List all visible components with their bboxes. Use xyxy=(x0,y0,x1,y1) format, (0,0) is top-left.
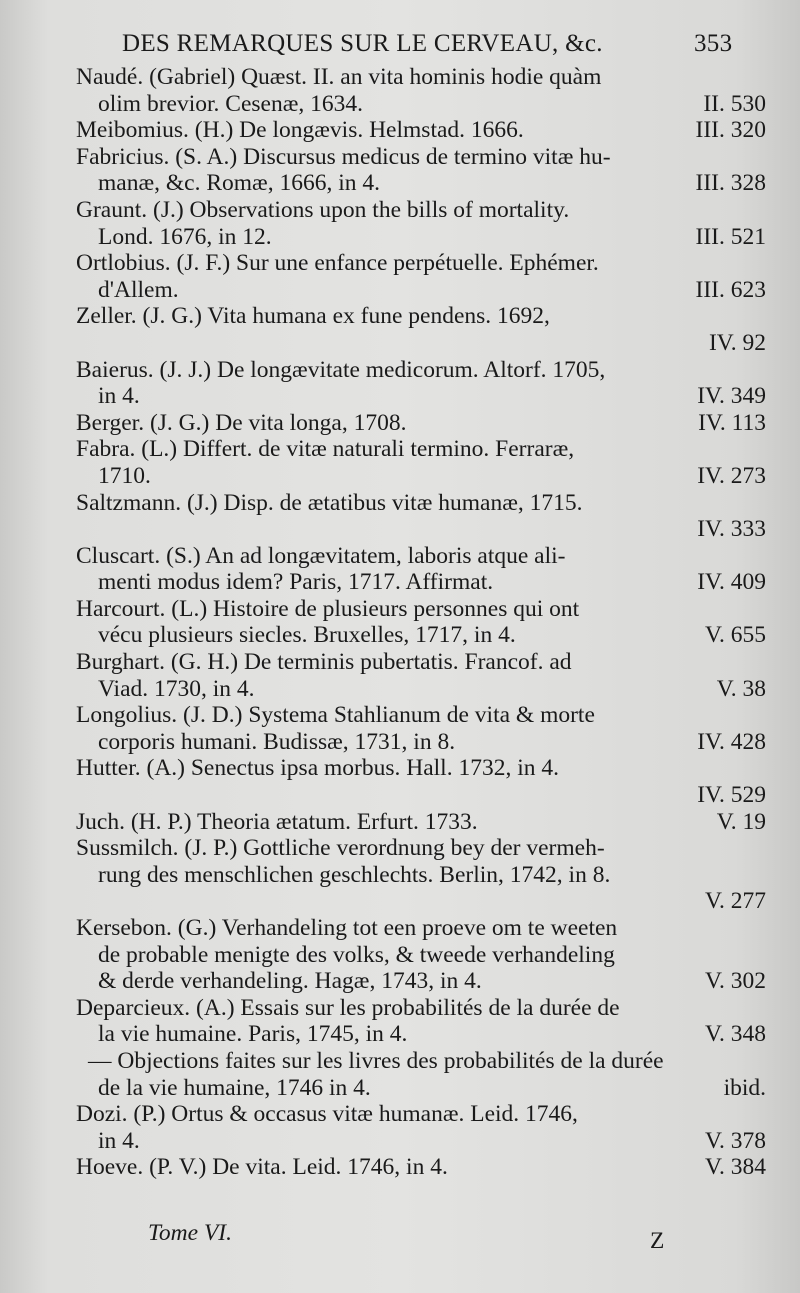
entry-text: in 4. xyxy=(98,1127,140,1154)
volume-page-reference: IV. 333 xyxy=(697,516,766,543)
entry-line xyxy=(76,144,766,171)
entry-text: Ortlobius. (J. F.) Sur une enfance perpétuelle. Ephémer. xyxy=(76,250,599,277)
volume-page-reference: IV. 273 xyxy=(697,462,766,489)
bibliography-entry xyxy=(76,250,766,303)
entry-text: Dozi. (P.) Ortus & occasus vitæ humanæ. Leid. 1746, xyxy=(76,1101,578,1128)
entry-text: Fabricius. (S. A.) Discursus medicus de termino vitæ hu- xyxy=(76,143,611,170)
entry-line xyxy=(76,410,766,437)
entry-line xyxy=(76,117,766,144)
volume-page-reference: V. 655 xyxy=(705,622,766,649)
entry-text: vécu plusieurs siecles. Bruxelles, 1717, in 4. xyxy=(98,622,516,649)
bibliography-entry xyxy=(76,197,766,250)
entry-line xyxy=(76,1075,766,1102)
entry-text: Naudé. (Gabriel) Quæst. II. an vita hominis hodie quàm xyxy=(76,64,602,90)
entry-text: — Objections faites sur les livres des probabilités de la durée xyxy=(88,1047,664,1074)
bibliography-entry xyxy=(76,543,766,596)
entry-text: Graunt. (J.) Observations upon the bills of mortality. xyxy=(76,196,570,223)
entry-line xyxy=(76,224,766,251)
entry-text: d'Allem. xyxy=(98,276,179,303)
volume-page-reference: V. 19 xyxy=(716,808,766,835)
entry-line xyxy=(76,968,766,995)
entry-text: Viad. 1730, in 4. xyxy=(98,675,255,702)
entry-text: Meibomius. (H.) De longævis. Helmstad. 1666. xyxy=(76,117,524,144)
volume-page-reference: IV. 92 xyxy=(708,329,766,356)
bibliography-entry xyxy=(76,596,766,649)
volume-page-reference: V. 38 xyxy=(716,675,766,702)
bibliography-entry xyxy=(76,649,766,702)
volume-page-reference: III. 320 xyxy=(695,117,766,144)
entry-text: de probable menigte des volks, & tweede verhandeling xyxy=(98,941,615,968)
bibliography-entry xyxy=(76,995,766,1048)
bibliography-entry xyxy=(76,303,766,356)
bibliography-entry xyxy=(76,410,766,437)
bibliography-entry xyxy=(76,490,766,543)
entry-line xyxy=(76,835,766,862)
volume-page-reference: IV. 428 xyxy=(697,728,766,755)
entry-line xyxy=(76,676,766,703)
entry-text: menti modus idem? Paris, 1717. Affirmat. xyxy=(98,569,494,596)
bibliography-entry xyxy=(76,1101,766,1154)
volume-page-reference: IV. 349 xyxy=(697,383,766,410)
bibliography-entry xyxy=(76,64,766,117)
entry-line xyxy=(76,64,766,91)
bibliography-list xyxy=(76,64,766,1181)
entry-text: Zeller. (J. G.) Vita humana ex fune pendens. 1692, xyxy=(76,303,550,330)
entry-line xyxy=(76,357,766,384)
entry-line xyxy=(76,91,766,118)
bibliography-entry xyxy=(76,117,766,144)
entry-text: Hutter. (A.) Senectus ipsa morbus. Hall. 1732, in 4. xyxy=(76,755,559,782)
bibliography-entry xyxy=(76,144,766,197)
page-number: 353 xyxy=(694,30,733,57)
volume-page-reference: III. 521 xyxy=(695,223,766,250)
entry-line xyxy=(76,277,766,304)
signature-mark: Z xyxy=(650,1228,665,1254)
entry-text: Kersebon. (G.) Verhandeling tot een proeve om te weeten xyxy=(76,915,618,941)
entry-line xyxy=(76,942,766,969)
entry-text: 1710. xyxy=(98,462,151,489)
entry-line xyxy=(76,303,766,330)
entry-text: Cluscart. (S.) An ad longævitatem, laboris atque ali- xyxy=(76,542,566,569)
entry-text: Baierus. (J. J.) De longævitate medicorum. Altorf. 1705, xyxy=(76,356,606,383)
volume-page-reference: V. 378 xyxy=(705,1127,766,1154)
entry-text: Saltzmann. (J.) Disp. de ætatibus vitæ humanæ, 1715. xyxy=(76,489,583,516)
entry-text: Longolius. (J. D.) Systema Stahlianum de vita & morte xyxy=(76,702,595,729)
entry-text: de la vie humaine, 1746 in 4. xyxy=(98,1074,371,1101)
bibliography-entry xyxy=(76,835,766,915)
entry-line xyxy=(76,463,766,490)
entry-line xyxy=(76,516,766,543)
bibliography-entry xyxy=(76,915,766,995)
entry-text: Berger. (J. G.) De vita longa, 1708. xyxy=(76,409,407,436)
bibliography-entry xyxy=(76,702,766,755)
bibliography-entry xyxy=(76,809,766,836)
bibliography-entry xyxy=(76,1154,766,1181)
entry-line xyxy=(76,782,766,809)
entry-line xyxy=(76,569,766,596)
entry-line xyxy=(76,888,766,915)
entry-line xyxy=(76,702,766,729)
entry-text: olim brevior. Cesenæ, 1634. xyxy=(98,90,364,117)
entry-line xyxy=(76,596,766,623)
entry-line xyxy=(76,649,766,676)
entry-line xyxy=(76,490,766,517)
entry-line xyxy=(76,995,766,1022)
entry-line xyxy=(76,197,766,224)
entry-line xyxy=(76,1154,766,1181)
entry-line xyxy=(76,729,766,756)
volume-page-reference: II. 530 xyxy=(703,90,766,117)
entry-line xyxy=(76,330,766,357)
entry-text: & derde verhandeling. Hagæ, 1743, in 4. xyxy=(98,968,482,995)
entry-line xyxy=(76,862,766,889)
entry-text: Harcourt. (L.) Histoire de plusieurs personnes qui ont xyxy=(76,595,580,622)
entry-line xyxy=(76,622,766,649)
entry-text: Deparcieux. (A.) Essais sur les probabilités de la durée de xyxy=(76,994,620,1021)
bibliography-entry xyxy=(76,755,766,808)
entry-text: la vie humaine. Paris, 1745, in 4. xyxy=(98,1021,408,1048)
entry-line xyxy=(76,1048,766,1075)
entry-line xyxy=(76,755,766,782)
volume-page-reference: IV. 409 xyxy=(697,569,766,596)
entry-line xyxy=(76,436,766,463)
running-title: DES REMARQUES SUR LE CERVEAU, &c. xyxy=(122,30,603,57)
volume-page-reference: V. 277 xyxy=(705,888,766,915)
entry-text: Juch. (H. P.) Theoria ætatum. Erfurt. 1733. xyxy=(76,808,478,835)
entry-text: Burghart. (G. H.) De terminis pubertatis. Francof. ad xyxy=(76,649,572,676)
entry-line xyxy=(76,383,766,410)
entry-text: Fabra. (L.) Differt. de vitæ naturali termino. Ferraræ, xyxy=(76,436,575,463)
entry-text: Lond. 1676, in 12. xyxy=(98,223,272,250)
bibliography-entry xyxy=(76,357,766,410)
volume-page-reference: III. 623 xyxy=(695,276,766,303)
entry-text: rung des menschlichen geschlechts. Berlin, 1742, in 8. xyxy=(98,861,611,888)
entry-line xyxy=(76,1101,766,1128)
entry-text: corporis humani. Budissæ, 1731, in 8. xyxy=(98,728,456,755)
volume-page-reference: IV. 113 xyxy=(698,409,766,436)
entry-text: in 4. xyxy=(98,383,140,410)
entry-line xyxy=(76,915,766,942)
volume-page-reference: V. 384 xyxy=(705,1154,766,1181)
volume-page-reference: III. 328 xyxy=(695,170,766,197)
entry-line xyxy=(76,809,766,836)
entry-text: manæ, &c. Romæ, 1666, in 4. xyxy=(98,170,380,197)
entry-line xyxy=(76,1128,766,1155)
bibliography-entry xyxy=(76,436,766,489)
volume-label: Tome VI. xyxy=(148,1220,232,1246)
entry-line xyxy=(76,1021,766,1048)
volume-page-reference: ibid. xyxy=(723,1074,766,1101)
volume-page-reference: V. 302 xyxy=(705,968,766,995)
entry-line xyxy=(76,543,766,570)
volume-page-reference: IV. 529 xyxy=(697,782,766,809)
volume-page-reference: V. 348 xyxy=(705,1021,766,1048)
entry-text: Hoeve. (P. V.) De vita. Leid. 1746, in 4. xyxy=(76,1154,448,1181)
entry-line xyxy=(76,250,766,277)
bibliography-entry xyxy=(76,1048,766,1101)
entry-line xyxy=(76,170,766,197)
entry-text: Sussmilch. (J. P.) Gottliche verordnung bey der vermeh- xyxy=(76,835,605,862)
